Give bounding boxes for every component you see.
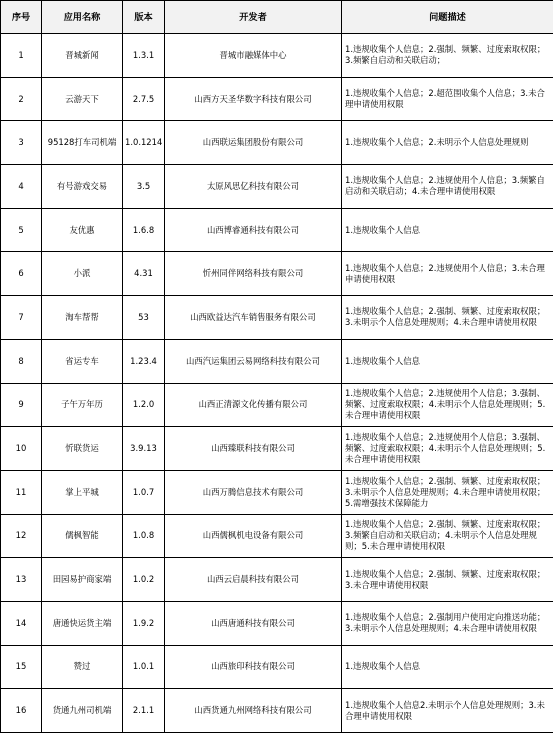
cell-issue-description: 1.违规收集个人信息 <box>342 208 553 252</box>
table-row <box>1 208 553 252</box>
table-row <box>1 645 553 689</box>
cell-version: 2.7.5 <box>123 77 165 121</box>
cell-app-name: 省运专车 <box>42 339 123 383</box>
cell-developer: 山西博睿通科技有限公司 <box>165 208 342 252</box>
table-row <box>1 601 553 645</box>
cell-index: 4 <box>1 165 42 209</box>
cell-app-name: 晋城新闻 <box>42 34 123 78</box>
cell-issue-description: 1.违规收集个人信息；2.强制、频繁、过度索取权限；3.频繁自启动和关联启动；4.未明示个人信息处理规则；5.未合理申请使用权限 <box>342 514 553 558</box>
cell-index: 11 <box>1 470 42 514</box>
cell-index: 15 <box>1 645 42 689</box>
cell-index: 12 <box>1 514 42 558</box>
cell-app-name: 淘车帮帮 <box>42 296 123 340</box>
cell-issue-description: 1.违规收集个人信息；2.强制用户使用定向推送功能；3.未明示个人信息处理规则；4.未合理申请使用权限 <box>342 601 553 645</box>
table-row <box>1 121 553 165</box>
cell-version: 1.9.2 <box>123 601 165 645</box>
cell-developer: 山西货通九州网络科技有限公司 <box>165 689 342 733</box>
header-version: 版本 <box>123 1 165 34</box>
cell-index: 10 <box>1 427 42 471</box>
cell-developer: 太原风思亿科技有限公司 <box>165 165 342 209</box>
cell-developer: 山西云启晨科技有限公司 <box>165 558 342 602</box>
cell-developer: 晋城市融媒体中心 <box>165 34 342 78</box>
cell-index: 1 <box>1 34 42 78</box>
cell-version: 1.0.1 <box>123 645 165 689</box>
cell-issue-description: 1.违规收集个人信息；2.强制、频繁、过度索取权限；3.未明示个人信息处理规则；4.未合理申请使用权限 <box>342 296 553 340</box>
table-row <box>1 689 553 733</box>
cell-issue-description: 1.违规收集个人信息；2.违规使用个人信息；3.未合理申请使用权限 <box>342 252 553 296</box>
cell-issue-description: 1.违规收集个人信息；2.强制、频繁、过度索取权限；3.未明示个人信息处理规则；4.未合理申请使用权限；5.需增强技术保障能力 <box>342 470 553 514</box>
header-developer: 开发者 <box>165 1 342 34</box>
cell-issue-description: 1.违规收集个人信息 <box>342 339 553 383</box>
table-row <box>1 252 553 296</box>
cell-app-name: 友优惠 <box>42 208 123 252</box>
cell-app-name: 子午万年历 <box>42 383 123 427</box>
cell-issue-description: 1.违规收集个人信息；2.违规使用个人信息；3.强制、频繁、过度索取权限；4.未明示个人信息处理规则；5.未合理申请使用权限 <box>342 427 553 471</box>
cell-developer: 山西万腾信息技术有限公司 <box>165 470 342 514</box>
cell-app-name: 95128打车司机端 <box>42 121 123 165</box>
cell-app-name: 忻联货运 <box>42 427 123 471</box>
cell-version: 2.1.1 <box>123 689 165 733</box>
cell-index: 7 <box>1 296 42 340</box>
cell-version: 3.5 <box>123 165 165 209</box>
cell-version: 1.2.0 <box>123 383 165 427</box>
table-header-row <box>1 1 553 34</box>
cell-version: 1.6.8 <box>123 208 165 252</box>
cell-version: 1.23.4 <box>123 339 165 383</box>
cell-developer: 山西方天圣华数字科技有限公司 <box>165 77 342 121</box>
cell-version: 1.0.8 <box>123 514 165 558</box>
cell-app-name: 云游天下 <box>42 77 123 121</box>
cell-index: 2 <box>1 77 42 121</box>
cell-app-name: 小派 <box>42 252 123 296</box>
cell-developer: 山西正清源文化传播有限公司 <box>165 383 342 427</box>
table-row <box>1 514 553 558</box>
cell-developer: 山西欧益达汽车销售服务有限公司 <box>165 296 342 340</box>
header-app-name: 应用名称 <box>42 1 123 34</box>
cell-index: 16 <box>1 689 42 733</box>
cell-app-name: 赞过 <box>42 645 123 689</box>
cell-issue-description: 1.违规收集个人信息；2.超范围收集个人信息；3.未合理申请使用权限 <box>342 77 553 121</box>
header-index: 序号 <box>1 1 42 34</box>
cell-developer: 山西唐通科技有限公司 <box>165 601 342 645</box>
cell-issue-description: 1.违规收集个人信息；2.违规使用个人信息；3.频繁自启动和关联启动；4.未合理申请使用权限 <box>342 165 553 209</box>
cell-index: 3 <box>1 121 42 165</box>
table-row <box>1 165 553 209</box>
cell-issue-description: 1.违规收集个人信息 <box>342 645 553 689</box>
cell-version: 1.0.7 <box>123 470 165 514</box>
table-row <box>1 558 553 602</box>
cell-version: 4.31 <box>123 252 165 296</box>
cell-issue-description: 1.违规收集个人信息；2.未明示个人信息处理规则 <box>342 121 553 165</box>
cell-index: 14 <box>1 601 42 645</box>
cell-developer: 山西联运集团股份有限公司 <box>165 121 342 165</box>
cell-issue-description: 1.违规收集个人信息2.未明示个人信息处理规则；3.未合理申请使用权限 <box>342 689 553 733</box>
table-row <box>1 339 553 383</box>
cell-developer: 忻州同伴网络科技有限公司 <box>165 252 342 296</box>
table-row <box>1 470 553 514</box>
table-body <box>1 34 553 733</box>
cell-app-name: 儒枫智能 <box>42 514 123 558</box>
cell-app-name: 掌上平城 <box>42 470 123 514</box>
cell-index: 8 <box>1 339 42 383</box>
cell-app-name: 货通九州司机端 <box>42 689 123 733</box>
cell-version: 53 <box>123 296 165 340</box>
table-row <box>1 34 553 78</box>
table-row <box>1 77 553 121</box>
cell-index: 9 <box>1 383 42 427</box>
cell-app-name: 田园易护商家端 <box>42 558 123 602</box>
table-row <box>1 296 553 340</box>
cell-issue-description: 1.违规收集个人信息；2.违规使用个人信息；3.强制、频繁、过度索取权限；4.未明示个人信息处理规则；5.未合理申请使用权限 <box>342 383 553 427</box>
cell-version: 1.0.1214 <box>123 121 165 165</box>
cell-app-name: 唐通快运货主端 <box>42 601 123 645</box>
table-row <box>1 427 553 471</box>
cell-developer: 山西汽运集团云易网络科技有限公司 <box>165 339 342 383</box>
cell-issue-description: 1.违规收集个人信息；2.强制、频繁、过度索取权限；3.频繁自启动和关联启动； <box>342 34 553 78</box>
cell-developer: 山西儒枫机电设备有限公司 <box>165 514 342 558</box>
table-row <box>1 383 553 427</box>
cell-version: 1.3.1 <box>123 34 165 78</box>
cell-app-name: 有号游戏交易 <box>42 165 123 209</box>
cell-issue-description: 1.违规收集个人信息；2.强制、频繁、过度索取权限；3.未合理申请使用权限 <box>342 558 553 602</box>
cell-developer: 山西旅印科技有限公司 <box>165 645 342 689</box>
cell-index: 13 <box>1 558 42 602</box>
header-issue-description: 问题描述 <box>342 1 553 34</box>
cell-version: 3.9.13 <box>123 427 165 471</box>
cell-version: 1.0.2 <box>123 558 165 602</box>
cell-index: 6 <box>1 252 42 296</box>
cell-developer: 山西臻联科技有限公司 <box>165 427 342 471</box>
cell-index: 5 <box>1 208 42 252</box>
